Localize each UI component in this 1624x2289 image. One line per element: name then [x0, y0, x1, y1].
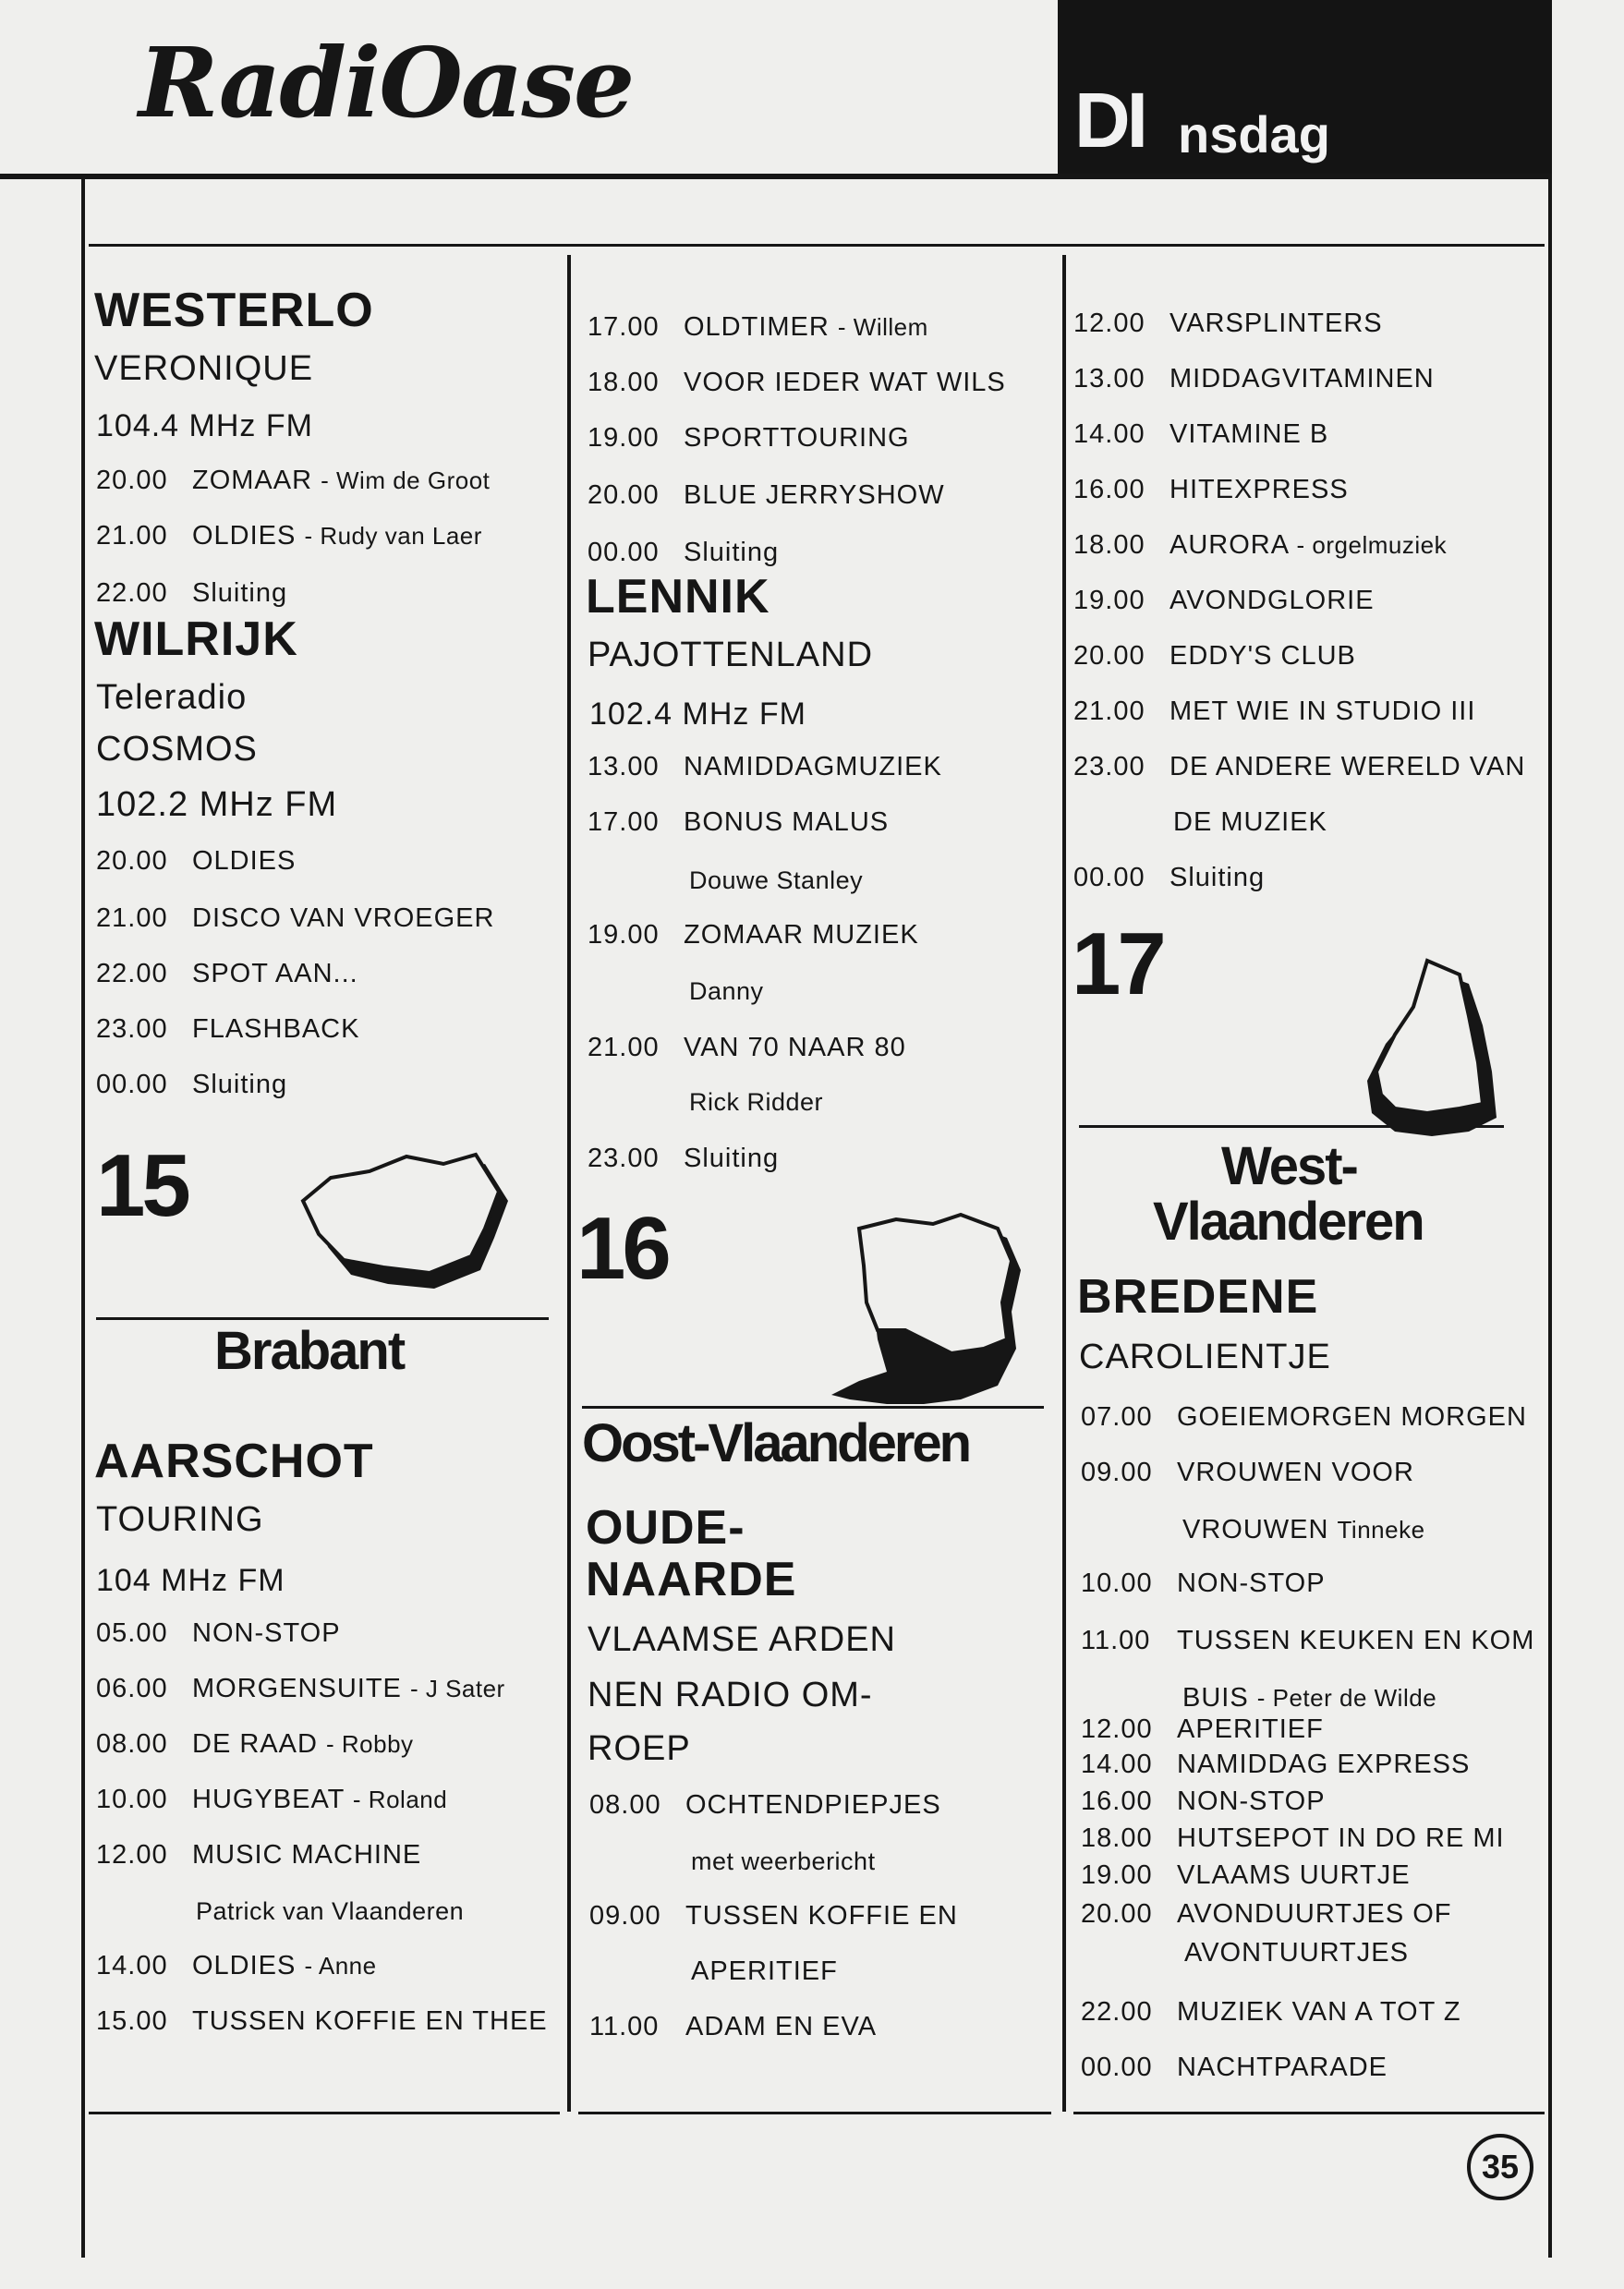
program-row: 23.00 FLASHBACK	[96, 1014, 360, 1044]
program-row: 21.00 VAN 70 NAAR 80	[588, 1033, 906, 1062]
station-city-oudenaarde-1: OUDE-	[586, 1501, 745, 1555]
program-row: 20.00 OLDIES	[96, 846, 297, 876]
brabant-divider	[96, 1317, 549, 1320]
program-row: 20.00 EDDY'S CLUB	[1073, 641, 1356, 671]
program-row: 14.00 VITAMINE B	[1073, 419, 1329, 449]
program-row: 09.00 VROUWEN VOOR	[1081, 1458, 1414, 1487]
program-row: 13.00 MIDDAGVITAMINEN	[1073, 364, 1435, 394]
program-row: 06.00 MORGENSUITE - J Sater	[96, 1674, 505, 1703]
station-city-westerlo: WESTERLO	[94, 284, 374, 337]
west-vlaanderen-map-icon	[1330, 942, 1506, 1145]
region-number-15: 15	[96, 1136, 188, 1235]
program-row: 00.00 Sluiting	[588, 538, 780, 567]
program-row: 08.00 DE RAAD - Robby	[96, 1729, 414, 1759]
page-number: 35	[1467, 2134, 1533, 2200]
program-row: 00.00 Sluiting	[1073, 863, 1266, 892]
program-row: 22.00 MUZIEK VAN A TOT Z	[1081, 1997, 1461, 2027]
program-row: 11.00 ADAM EN EVA	[589, 2012, 878, 2041]
program-note: met weerbericht	[691, 1847, 876, 1875]
program-row: 07.00 GOEIEMORGEN MORGEN	[1081, 1402, 1527, 1432]
oost-vlaanderen-map-icon	[822, 1201, 1044, 1413]
program-row: 15.00 TUSSEN KOFFIE EN THEE	[96, 2006, 548, 2036]
top-divider	[89, 244, 1545, 247]
day-rest: nsdag	[1178, 105, 1330, 164]
program-row: 05.00 NON-STOP	[96, 1618, 341, 1648]
program-note: Danny	[689, 977, 764, 1005]
station-name-carolientje: CAROLIENTJE	[1079, 1338, 1331, 1376]
program-row: 09.00 TUSSEN KOFFIE EN	[589, 1901, 958, 1931]
program-row: 00.00 Sluiting	[96, 1070, 288, 1099]
bottom-divider-3	[1073, 2112, 1545, 2114]
station-name-pajottenland: PAJOTTENLAND	[588, 636, 874, 674]
day-initials: DI	[1074, 77, 1145, 164]
program-row: 19.00 ZOMAAR MUZIEK	[588, 920, 919, 950]
program-row: 22.00 SPOT AAN...	[96, 959, 358, 988]
program-row: 12.00 MUSIC MACHINE	[96, 1840, 422, 1870]
day-banner	[1058, 0, 1552, 176]
bottom-divider-2	[578, 2112, 1051, 2114]
program-row: 20.00 AVONDUURTJES OF	[1081, 1899, 1452, 1929]
program-row: 18.00 VOOR IEDER WAT WILS	[588, 368, 1006, 397]
station-freq-westerlo: 104.4 MHz FM	[96, 408, 313, 443]
program-row: 08.00 OCHTENDPIEPJES	[589, 1790, 941, 1820]
program-row: 12.00 VARSPLINTERS	[1073, 309, 1383, 338]
program-row: DE MUZIEK	[1173, 807, 1327, 837]
region-name-west-2: Vlaanderen	[1153, 1192, 1424, 1252]
station-city-aarschot: AARSCHOT	[94, 1435, 374, 1488]
program-row: 00.00 NACHTPARADE	[1081, 2053, 1388, 2082]
program-row: 16.00 HITEXPRESS	[1073, 475, 1349, 504]
program-note: Patrick van Vlaanderen	[196, 1897, 465, 1925]
program-row: 12.00 APERITIEF	[1081, 1714, 1324, 1744]
station-sub-teleradio: Teleradio	[96, 678, 248, 717]
station-name-line-2: NEN RADIO OM-	[588, 1676, 873, 1714]
program-row: 14.00 NAMIDDAG EXPRESS	[1081, 1750, 1471, 1779]
station-name-touring: TOURING	[96, 1500, 264, 1539]
program-row: 18.00 AURORA - orgelmuziek	[1073, 530, 1448, 560]
program-row: 23.00 Sluiting	[588, 1144, 780, 1173]
program-row: VROUWEN Tinneke	[1182, 1515, 1425, 1544]
station-freq-lennik: 102.4 MHz FM	[589, 696, 806, 732]
program-row: 21.00 DISCO VAN VROEGER	[96, 903, 495, 933]
station-name-cosmos: COSMOS	[96, 730, 258, 769]
station-city-bredene: BREDENE	[1077, 1270, 1319, 1324]
station-city-lennik: LENNIK	[586, 570, 770, 624]
station-name-line-3: ROEP	[588, 1729, 691, 1768]
bottom-divider-1	[89, 2112, 560, 2114]
station-freq-wilrijk: 102.2 MHz FM	[96, 785, 338, 824]
program-row: 18.00 HUTSEPOT IN DO RE MI	[1081, 1823, 1505, 1853]
program-row: 22.00 Sluiting	[96, 578, 288, 608]
brabant-map-icon	[277, 1145, 517, 1302]
program-row: 10.00 NON-STOP	[1081, 1568, 1326, 1598]
col-divider-1	[567, 255, 571, 2112]
station-freq-aarschot: 104 MHz FM	[96, 1563, 285, 1598]
program-row: 17.00 BONUS MALUS	[588, 807, 890, 837]
program-row: 17.00 OLDTIMER - Willem	[588, 312, 928, 342]
program-row: 21.00 OLDIES - Rudy van Laer	[96, 521, 482, 551]
col-divider-2	[1062, 255, 1066, 2112]
program-row: 19.00 SPORTTOURING	[588, 423, 910, 453]
frame-left-line	[81, 179, 85, 2258]
program-row: 19.00 VLAAMS UURTJE	[1081, 1860, 1411, 1890]
program-row: 14.00 OLDIES - Anne	[96, 1951, 377, 1980]
program-row: 19.00 AVONDGLORIE	[1073, 586, 1375, 615]
program-row: 16.00 NON-STOP	[1081, 1786, 1326, 1816]
frame-right-line	[1548, 179, 1552, 2258]
program-note: Douwe Stanley	[689, 866, 864, 894]
program-row: 23.00 DE ANDERE WERELD VAN	[1073, 752, 1526, 781]
region-name-west-1: West-	[1221, 1136, 1357, 1196]
magazine-logo: RadiOase	[139, 26, 634, 139]
program-row: 21.00 MET WIE IN STUDIO III	[1073, 696, 1476, 726]
program-row: AVONTUURTJES	[1184, 1938, 1409, 1968]
program-row: BUIS - Peter de Wilde	[1182, 1683, 1437, 1713]
region-number-17: 17	[1072, 914, 1163, 1013]
program-row: 20.00 BLUE JERRYSHOW	[588, 480, 945, 510]
program-row: 10.00 HUGYBEAT - Roland	[96, 1785, 448, 1814]
program-row: 13.00 NAMIDDAGMUZIEK	[588, 752, 942, 781]
region-name-oost-vlaanderen: Oost-Vlaanderen	[582, 1413, 970, 1473]
station-city-oudenaarde-2: NAARDE	[586, 1553, 797, 1606]
station-city-wilrijk: WILRIJK	[94, 612, 298, 666]
station-name-line-1: VLAAMSE ARDEN	[588, 1620, 896, 1659]
program-row: 20.00 ZOMAAR - Wim de Groot	[96, 466, 491, 495]
program-row: APERITIEF	[691, 1956, 838, 1986]
program-note: Rick Ridder	[689, 1088, 824, 1116]
region-number-16: 16	[576, 1199, 668, 1298]
program-row: 11.00 TUSSEN KEUKEN EN KOM	[1081, 1626, 1535, 1655]
header-rule	[0, 174, 1552, 179]
region-name-brabant: Brabant	[214, 1321, 405, 1381]
station-name-veronique: VERONIQUE	[94, 349, 314, 388]
